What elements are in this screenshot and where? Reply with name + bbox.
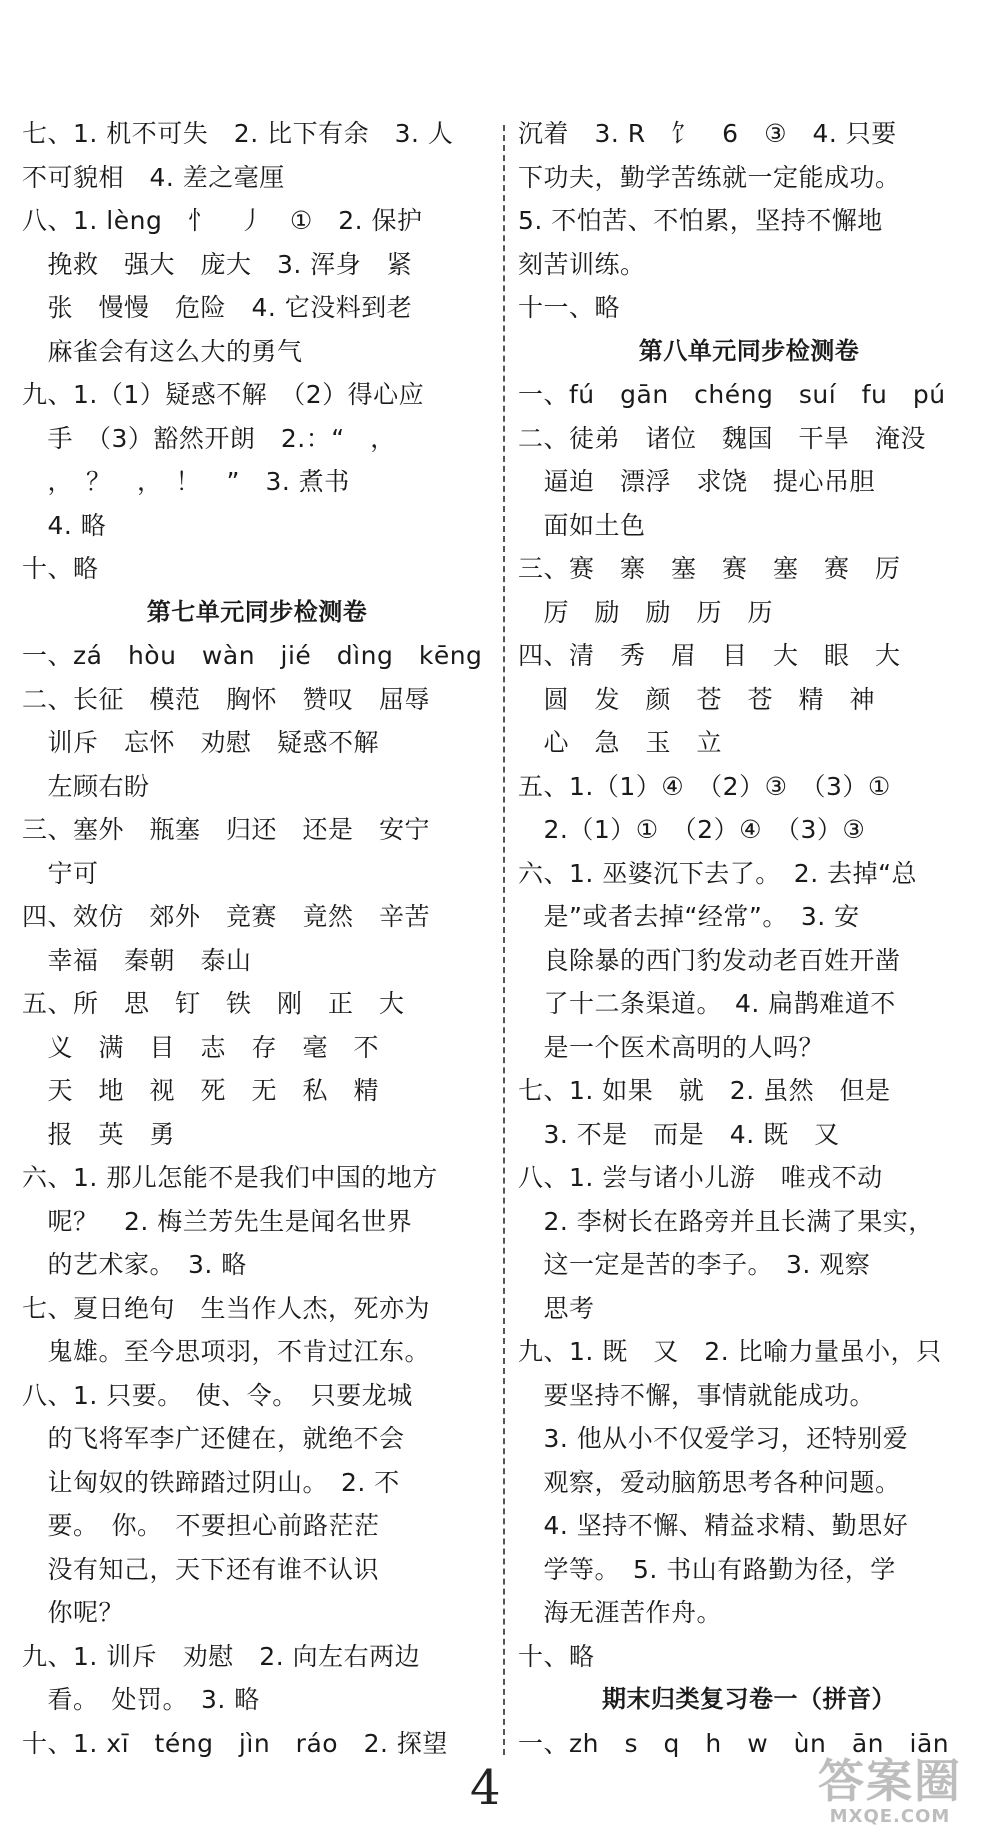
answer-line: 四、清 秀 眉 目 大 眼 大 (518, 641, 901, 670)
section-title: 期末归类复习卷一（拼音） (602, 1685, 896, 1713)
watermark (800, 1755, 980, 1827)
answer-line: 观察，爱动脑筋思考各种问题。 (518, 1467, 901, 1497)
answer-line: 你呢？ (22, 1598, 125, 1627)
answer-line: 逼迫 漂浮 求饶 提心吊胆 (518, 467, 876, 496)
answer-line: 没有知己，天下还有谁不认识 (22, 1554, 380, 1584)
answer-line: 学等。 5. 书山有路勤为径，学 (518, 1554, 896, 1584)
answer-line: 五、1.（1）④ （2）③ （3）① (518, 771, 891, 801)
answer-line: 八、1. lèng 忄 丿 ① 2. 保护 (22, 206, 423, 235)
section-title: 第七单元同步检测卷 (146, 597, 368, 626)
answer-line: 的艺术家。 3. 略 (22, 1250, 247, 1279)
answer-line: 挽救 强大 庞大 3. 浑身 紧 (22, 249, 413, 279)
answer-line: 呢？ 2. 梅兰芳先生是闻名世界 (22, 1206, 413, 1236)
watermark-logo: 答案圈 (818, 1754, 962, 1808)
answer-line: 刻苦训练。 (518, 249, 646, 279)
answer-line: ， ？ ， ！ ” 3. 煮书 (22, 467, 350, 496)
answer-line: 4. 坚持不懈、精益求精、勤思好 (518, 1511, 909, 1540)
right-answer-column (518, 112, 980, 1765)
answer-line: 良除暴的西门豹发动老百姓开凿 (518, 945, 901, 975)
answer-line: 思考 (518, 1293, 595, 1323)
answer-line: 报 英 勇 (22, 1119, 176, 1149)
answer-line: 沉着 3. R 饣 6 ③ 4. 只要 (518, 119, 897, 148)
answer-line: 二、徒弟 诸位 魏国 干旱 淹没 (518, 423, 927, 453)
answer-line: 厉 励 励 历 历 (518, 597, 774, 627)
answer-line: 十、略 (22, 554, 99, 583)
section-title: 第八单元同步检测卷 (638, 336, 860, 365)
answer-line: 这一定是苦的李子。 3. 观察 (518, 1250, 871, 1279)
answer-line: 是一个医术高明的人吗？ (518, 1032, 825, 1062)
watermark-url: MXQE.COM (829, 1806, 951, 1827)
answer-line: 七、1. 机不可失 2. 比下有余 3. 人 (22, 119, 454, 148)
answer-line: 训斥 忘怀 劝慰 疑惑不解 (22, 728, 380, 757)
answer-line: 3. 不是 而是 4. 既 又 (518, 1119, 840, 1149)
answer-line: 十、略 (518, 1641, 595, 1671)
answer-line: 四、效仿 郊外 竞赛 竟然 辛苦 (22, 902, 431, 931)
answer-line: 圆 发 颜 苍 苍 精 神 (518, 684, 876, 714)
answer-line: 看。 处罚。 3. 略 (22, 1685, 260, 1714)
answer-line: 十、1. xī téng jìn ráo 2. 探望 (22, 1728, 448, 1758)
answer-line: 5. 不怕苦、不怕累，坚持不懈地 (518, 206, 883, 235)
answer-line: 九、1. 既 又 2. 比喻力量虽小，只 (518, 1337, 942, 1366)
answer-line: 七、夏日绝句 生当作人杰，死亦为 (22, 1293, 431, 1323)
answer-line: 左顾右盼 (22, 771, 150, 801)
answer-line: 八、1. 只要。 使、令。 只要龙城 (22, 1380, 413, 1410)
answer-line: 义 满 目 志 存 毫 不 (22, 1032, 380, 1062)
answer-line: 不可貌相 4. 差之毫厘 (22, 162, 285, 192)
answer-line: 要。 你。 不要担心前路茫茫 (22, 1511, 380, 1540)
answer-line: 幸福 秦朝 泰山 (22, 945, 252, 975)
answer-line: 手 （3）豁然开朗 2.：“ ， (22, 423, 396, 453)
answer-line: 下功夫，勤学苦练就一定能成功。 (518, 162, 901, 192)
answer-line: 让匈奴的铁蹄踏过阴山。 2. 不 (22, 1467, 400, 1497)
answer-line: 七、1. 如果 就 2. 虽然 但是 (518, 1076, 891, 1105)
answer-line: 2. 李树长在路旁并且长满了果实， (518, 1206, 934, 1236)
answer-line: 麻雀会有这么大的勇气 (22, 336, 303, 366)
answer-line: 2.（1）① （2）④ （3）③ (518, 815, 866, 844)
answer-line: 十一、略 (518, 293, 621, 322)
answer-line: 九、1.（1）疑惑不解 （2）得心应 (22, 380, 425, 409)
answer-line: 张 慢慢 危险 4. 它没料到老 (22, 293, 413, 322)
answer-line: 海无涯苦作舟。 (518, 1598, 723, 1627)
column-divider (503, 125, 505, 1755)
answer-line: 4. 略 (22, 510, 107, 540)
answer-line: 一、zh s q h w ùn ān iān (518, 1728, 950, 1758)
answer-line: 九、1. 训斥 劝慰 2. 向左右两边 (22, 1641, 421, 1671)
answer-line: 五、所 思 钉 铁 刚 正 大 (22, 989, 405, 1018)
answer-line: 八、1. 尝与诸小儿游 唯戎不动 (518, 1163, 883, 1192)
answer-line: 三、塞外 瓶塞 归还 还是 安宁 (22, 815, 431, 844)
left-answer-column (22, 112, 492, 1765)
answer-line: 一、fú gān chéng suí fu pú (518, 380, 946, 409)
answer-line: 面如土色 (518, 510, 646, 540)
answer-line: 二、长征 模范 胸怀 赞叹 屈辱 (22, 684, 431, 714)
page-number: 4 (470, 1760, 501, 1816)
answer-line: 要坚持不懈，事情就能成功。 (518, 1380, 876, 1410)
answer-line: 3. 他从小不仅爱学习，还特别爱 (518, 1424, 909, 1453)
answer-line: 六、1. 巫婆沉下去了。 2. 去掉“总 (518, 858, 918, 888)
answer-line: 天 地 视 死 无 私 精 (22, 1076, 380, 1105)
answer-line: 一、zá hòu wàn jié dìng kēng (22, 641, 483, 670)
answer-line: 宁可 (22, 858, 99, 888)
answer-line: 的飞将军李广还健在，就绝不会 (22, 1424, 405, 1453)
answer-line: 了十二条渠道。 4. 扁鹊难道不 (518, 989, 896, 1018)
answer-line: 三、赛 寨 塞 赛 塞 赛 厉 (518, 554, 901, 583)
answer-line: 是”或者去掉“经常”。 3. 安 (518, 902, 860, 931)
answer-line: 心 急 玉 立 (518, 728, 723, 757)
answer-line: 鬼雄。至今思项羽，不肯过江东。 (22, 1337, 431, 1366)
answer-line: 六、1. 那儿怎能不是我们中国的地方 (22, 1163, 438, 1192)
